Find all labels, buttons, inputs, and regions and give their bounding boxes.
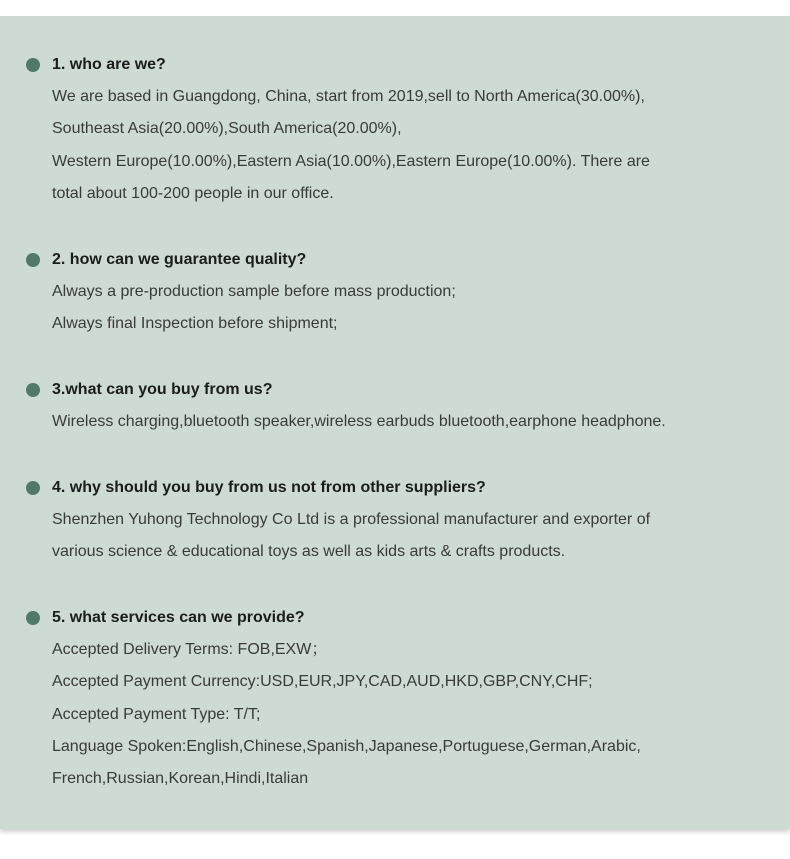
bullet-icon [26,58,40,72]
answer-line: Shenzhen Yuhong Technology Co Ltd is a professional manufacturer and exporter of [52,511,651,528]
answer-line: total about 100-200 people in our office. [52,184,334,202]
faq-answer [0,634,790,795]
faq-panel [0,16,790,829]
faq-answer [0,504,790,569]
answer-line: Western Europe(10.00%),Eastern Asia(10.00%),Eastern Europe(10.00%). There are [52,152,650,170]
faq-question: 1. who are we? [52,56,166,73]
bullet-icon [26,253,40,267]
answer-line: French,Russian,Korean,Hindi,Italian [52,770,309,788]
faq-question: 3.what can you buy from us? [52,381,273,398]
answer-line: Southeast Asia(20.00%),South America(20.00%), [52,120,402,138]
faq-section-4 [0,476,790,569]
answer-line: Language Spoken:English,Chinese,Spanish,Japanese,Portuguese,German,Arabic, [52,737,641,755]
faq-section-1 [0,53,790,210]
faq-question: 5. what services can we provide? [52,609,305,626]
faq-answer [0,81,790,210]
answer-line: Accepted Delivery Terms: FOB,EXW； [52,641,328,658]
answer-line: Always a pre-production sample before mass production; [52,283,456,300]
bullet-icon [26,383,40,397]
answer-line: various science & educational toys as well as kids arts & crafts products. [52,543,566,561]
faq-section-2 [0,248,790,341]
faq-section-5 [0,606,790,795]
answer-line: Always final Inspection before shipment; [52,315,338,333]
faq-answer [0,276,790,341]
answer-line: Accepted Payment Type: T/T; [52,705,261,723]
faq-section-3 [0,378,790,438]
bullet-icon [26,611,40,625]
bullet-icon [26,481,40,495]
answer-line: We are based in Guangdong, China, start from 2019,sell to North America(30.00%), [52,88,645,105]
faq-question: 4. why should you buy from us not from other suppliers? [52,479,486,496]
answer-line: Wireless charging,bluetooth speaker,wireless earbuds bluetooth,earphone headphone. [52,413,666,430]
faq-answer [0,406,790,438]
answer-line: Accepted Payment Currency:USD,EUR,JPY,CAD,AUD,HKD,GBP,CNY,CHF; [52,673,593,691]
faq-question: 2. how can we guarantee quality? [52,251,307,268]
